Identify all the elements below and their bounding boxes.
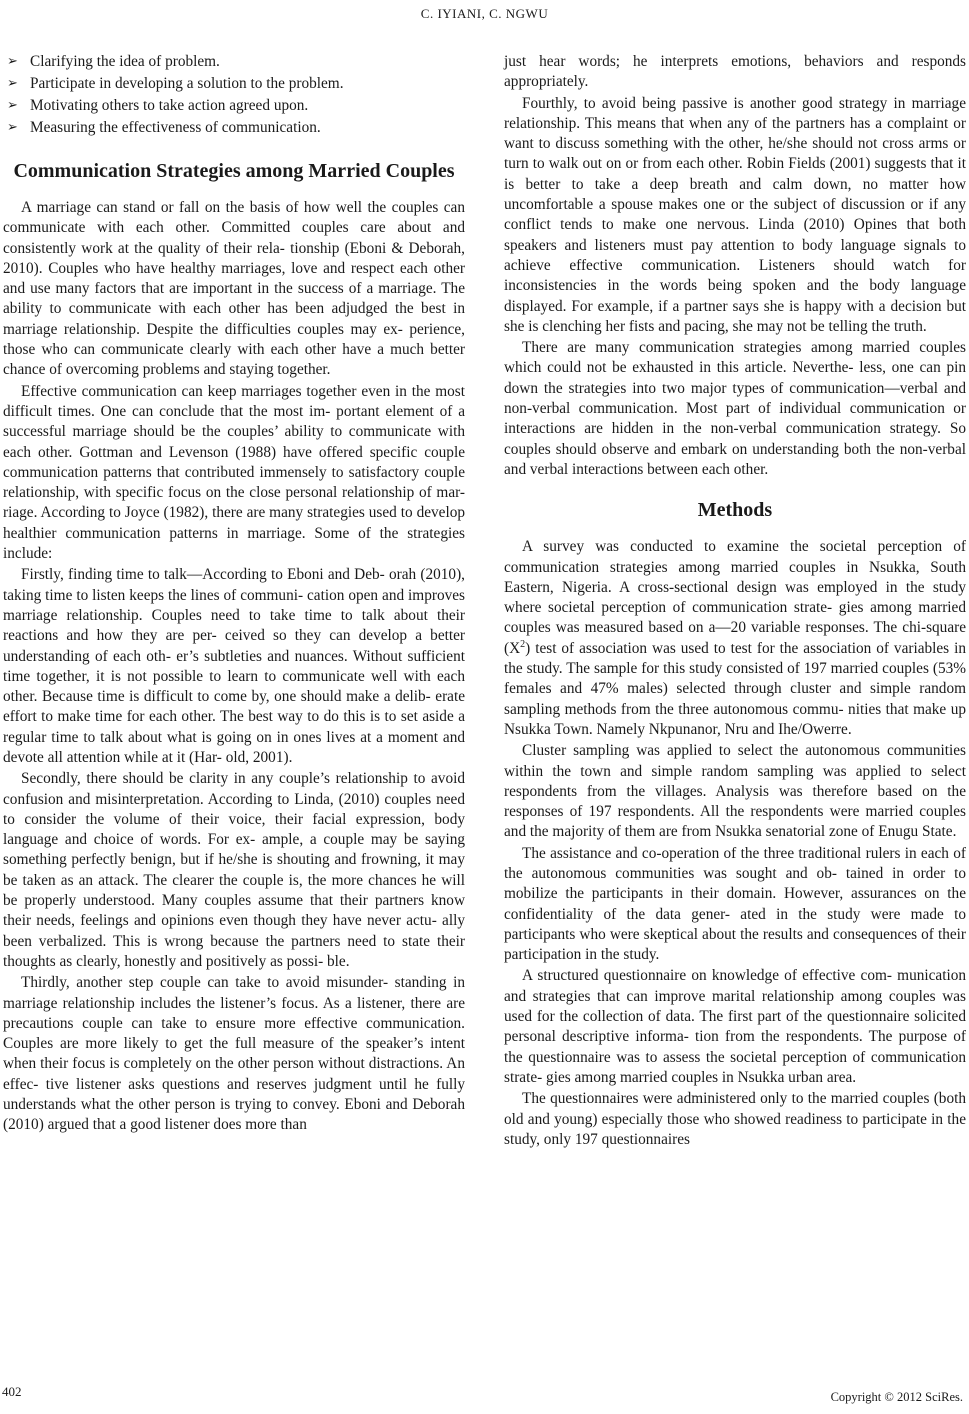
body-paragraph: A structured questionnaire on knowledge of effective com- munication and strategies that can improve marital relationship among couples was used for the collection of data. The first part of the questionnaire solicited personal descriptive informa- tion from the respondents. The purpose of the questionnaire was to assess the societal perception of communication strate- gies among married couples in Nsukka urban area.: [504, 967, 966, 1086]
body-paragraph: Thirdly, another step couple can take to avoid misunder- standing in marriage relationship includes the listener’s focus. As a listener, there are precautions couple can take to ensure more effective communication. Couples are more likely to get the full measure of the speaker’s intent when their focus is completely on the other person without distractions. An effec- tive listener asks questions and reserves judgment until he fully understands what the other person is trying to convey. Eboni and Deborah (2010) argued that a good listener does more than: [3, 974, 465, 1134]
body-paragraph: A survey was conducted to examine the societal perception of communication strategies among married couples in Nsukka, South Eastern, Nigeria. A cross-sectional design was employed in the study where societal perception of communication strate- gies among married couples was measured based on a—20 variable responses. The chi-square $(X^2)$ test of association was used to test for the association of variables in the study. The sample for this study consisted of 197 married couples (53% females and 47% males) selected through cluster and simple random sampling methods from the three autonomous commu- nities that make up Nsukka Town. Namely Nkpunanor, Nru and Ihe/Owerre.: [504, 538, 966, 738]
bullet-item: ➢ Measuring the effectiveness of communication.: [3, 118, 465, 138]
bullet-item: ➢ Participate in developing a solution to the problem.: [3, 74, 465, 94]
body-paragraph: The questionnaires were administered only to the married couples (both old and young) especially those who showed readiness to participate in the study, only 197 questionnaires: [504, 1090, 966, 1148]
bullet-item: ➢ Motivating others to take action agreed upon.: [3, 96, 465, 116]
body-paragraph: There are many communication strategies among married couples which could not be exhausted in this article. Neverthe- less, one can pin down the strategies into two major types of communication—verbal and non-verbal communication. Most part of individual communication or interactions are hidden in the non-verbal communication strategy. So couples should observe and embark on understanding both the non-verbal and verbal interactions between each other.: [504, 339, 966, 478]
bullet-list: [3, 52, 465, 138]
body-paragraph: Secondly, there should be clarity in any couple’s relationship to avoid confusion and misinterpretation. According to Linda, (2010) couples need to consider the volume of their voice, their facial expression, body language and choice of words. For ex- ample, a couple may be saying something perfectly benign, but if he/she is shouting and frowning, it may be taken as an attack. The clearer the couple is, the more chances he will be properly understood. Many couples assume that their partners know their needs, feelings and opinions even though they have never actu- ally been verbalized. This is wrong because the partners need to state their thoughts as clearly, honestly and positively as possi- ble.: [3, 770, 465, 970]
body-paragraph: The assistance and co-operation of the three traditional rulers in each of the autonomous communities was sought and ob- tained in order to mobilize the participants in their domain. However, assurances on the confidentiality of the data gener- ated in the study were made to participants who were skeptical about the results and consequences of their participation in the study.: [504, 844, 966, 964]
arrowhead-bullet-icon: ➢: [7, 119, 18, 135]
body-paragraph: A marriage can stand or fall on the basis of how well the couples can communicate with each other. Committed couples care about and consistently work at the quality of their rela- tionship (Eboni & Deborah, 2010). Couples who have healthy marriages, love and respect each other and use many factors that are important in the success of a marriage. The ability to communicate with each other has been adjudged the best in marriage relationship. Despite the difficulties couples may ex- perience, those who can communicate clearly with each other have a much better chance of overcoming problems and staying together.: [3, 198, 465, 379]
body-paragraph: Firstly, finding time to talk—According to Eboni and Deb- orah (2010), taking time to listen keeps the lines of communi- cation open and improves marriage relationship. Couples need to take time to talk about their reactions and how they are per- ceived so they can develop a better understanding of each oth- er’s subtleties and nuances. Without sufficient time together, it is not possible to learn to communicate well with each other. Because time is difficult to come by, one should make a delib- erate effort to make time for each other. The best way to do this is to set aside a regular time to talk about what is going on in ones lives at a moment and devote all attention while at it (Har- old, 2001).: [3, 566, 465, 766]
right-column: [504, 52, 966, 1150]
body-paragraph-continuation: just hear words; he interprets emotions, behaviors and responds appropriately.: [504, 53, 966, 91]
running-head: C. IYIANI, C. NGWU: [420, 6, 549, 21]
arrowhead-bullet-icon: ➢: [7, 75, 18, 91]
section-heading-communication-strategies: Communication Strategies among Married Couples: [13, 159, 455, 182]
page-number: 402: [2, 1384, 22, 1399]
section-heading-methods: Methods: [697, 499, 773, 522]
arrowhead-bullet-icon: ➢: [7, 54, 18, 69]
body-paragraph: Cluster sampling was applied to select the autonomous communities within the town and simple random sampling was applied to select respondents from the villages. Analysis was therefore based on the responses of 197 respondents. All the respondents were married couples and the majority of them are from Nsukka senatorial zone of Enugu State.: [504, 742, 966, 841]
body-paragraph: Fourthly, to avoid being passive is another good strategy in marriage relationship. This means that when any of the partners has a complaint or want to discuss something with the other, he/she should not cross arms or turn to walk out on or from each other. Robin Fields (2001) suggests that it is better to take a deep breath and calm down, no matter how uncomfortable a spouse makes one or the subject of discussion or if any conflict tends to make one nervous. Linda (2010) Opines that both speakers and listeners must pay attention to body language signals to achieve effective communication. Listeners should watch for inconsistencies in the words being spoken and the body language displayed. For example, if a partner says she is happy with a decision but she is clenching her fists and pacing, she may not be telling the truth.: [504, 94, 966, 335]
body-paragraph: Effective communication can keep marriages together even in the most difficult times. One can conclude that the most im- portant element of a successful marriage should be the couples’ ability to communicate with each other. Gottman and Levenson (1988) have offered specific couple communication patterns that contributed immensely to satisfactory couple relationship, with specific focus on the close personal relationship of mar- riage. According to Joyce (1982), there are many strategies used to develop healthier communication patterns in marriage. Some of the strategies include:: [3, 382, 465, 563]
bullet-item: ➢ Clarifying the idea of problem.: [3, 52, 465, 72]
left-column: [3, 52, 465, 1136]
arrowhead-bullet-icon: ➢: [7, 97, 18, 113]
copyright-notice: Copyright © 2012 SciRes.: [830, 1390, 963, 1404]
